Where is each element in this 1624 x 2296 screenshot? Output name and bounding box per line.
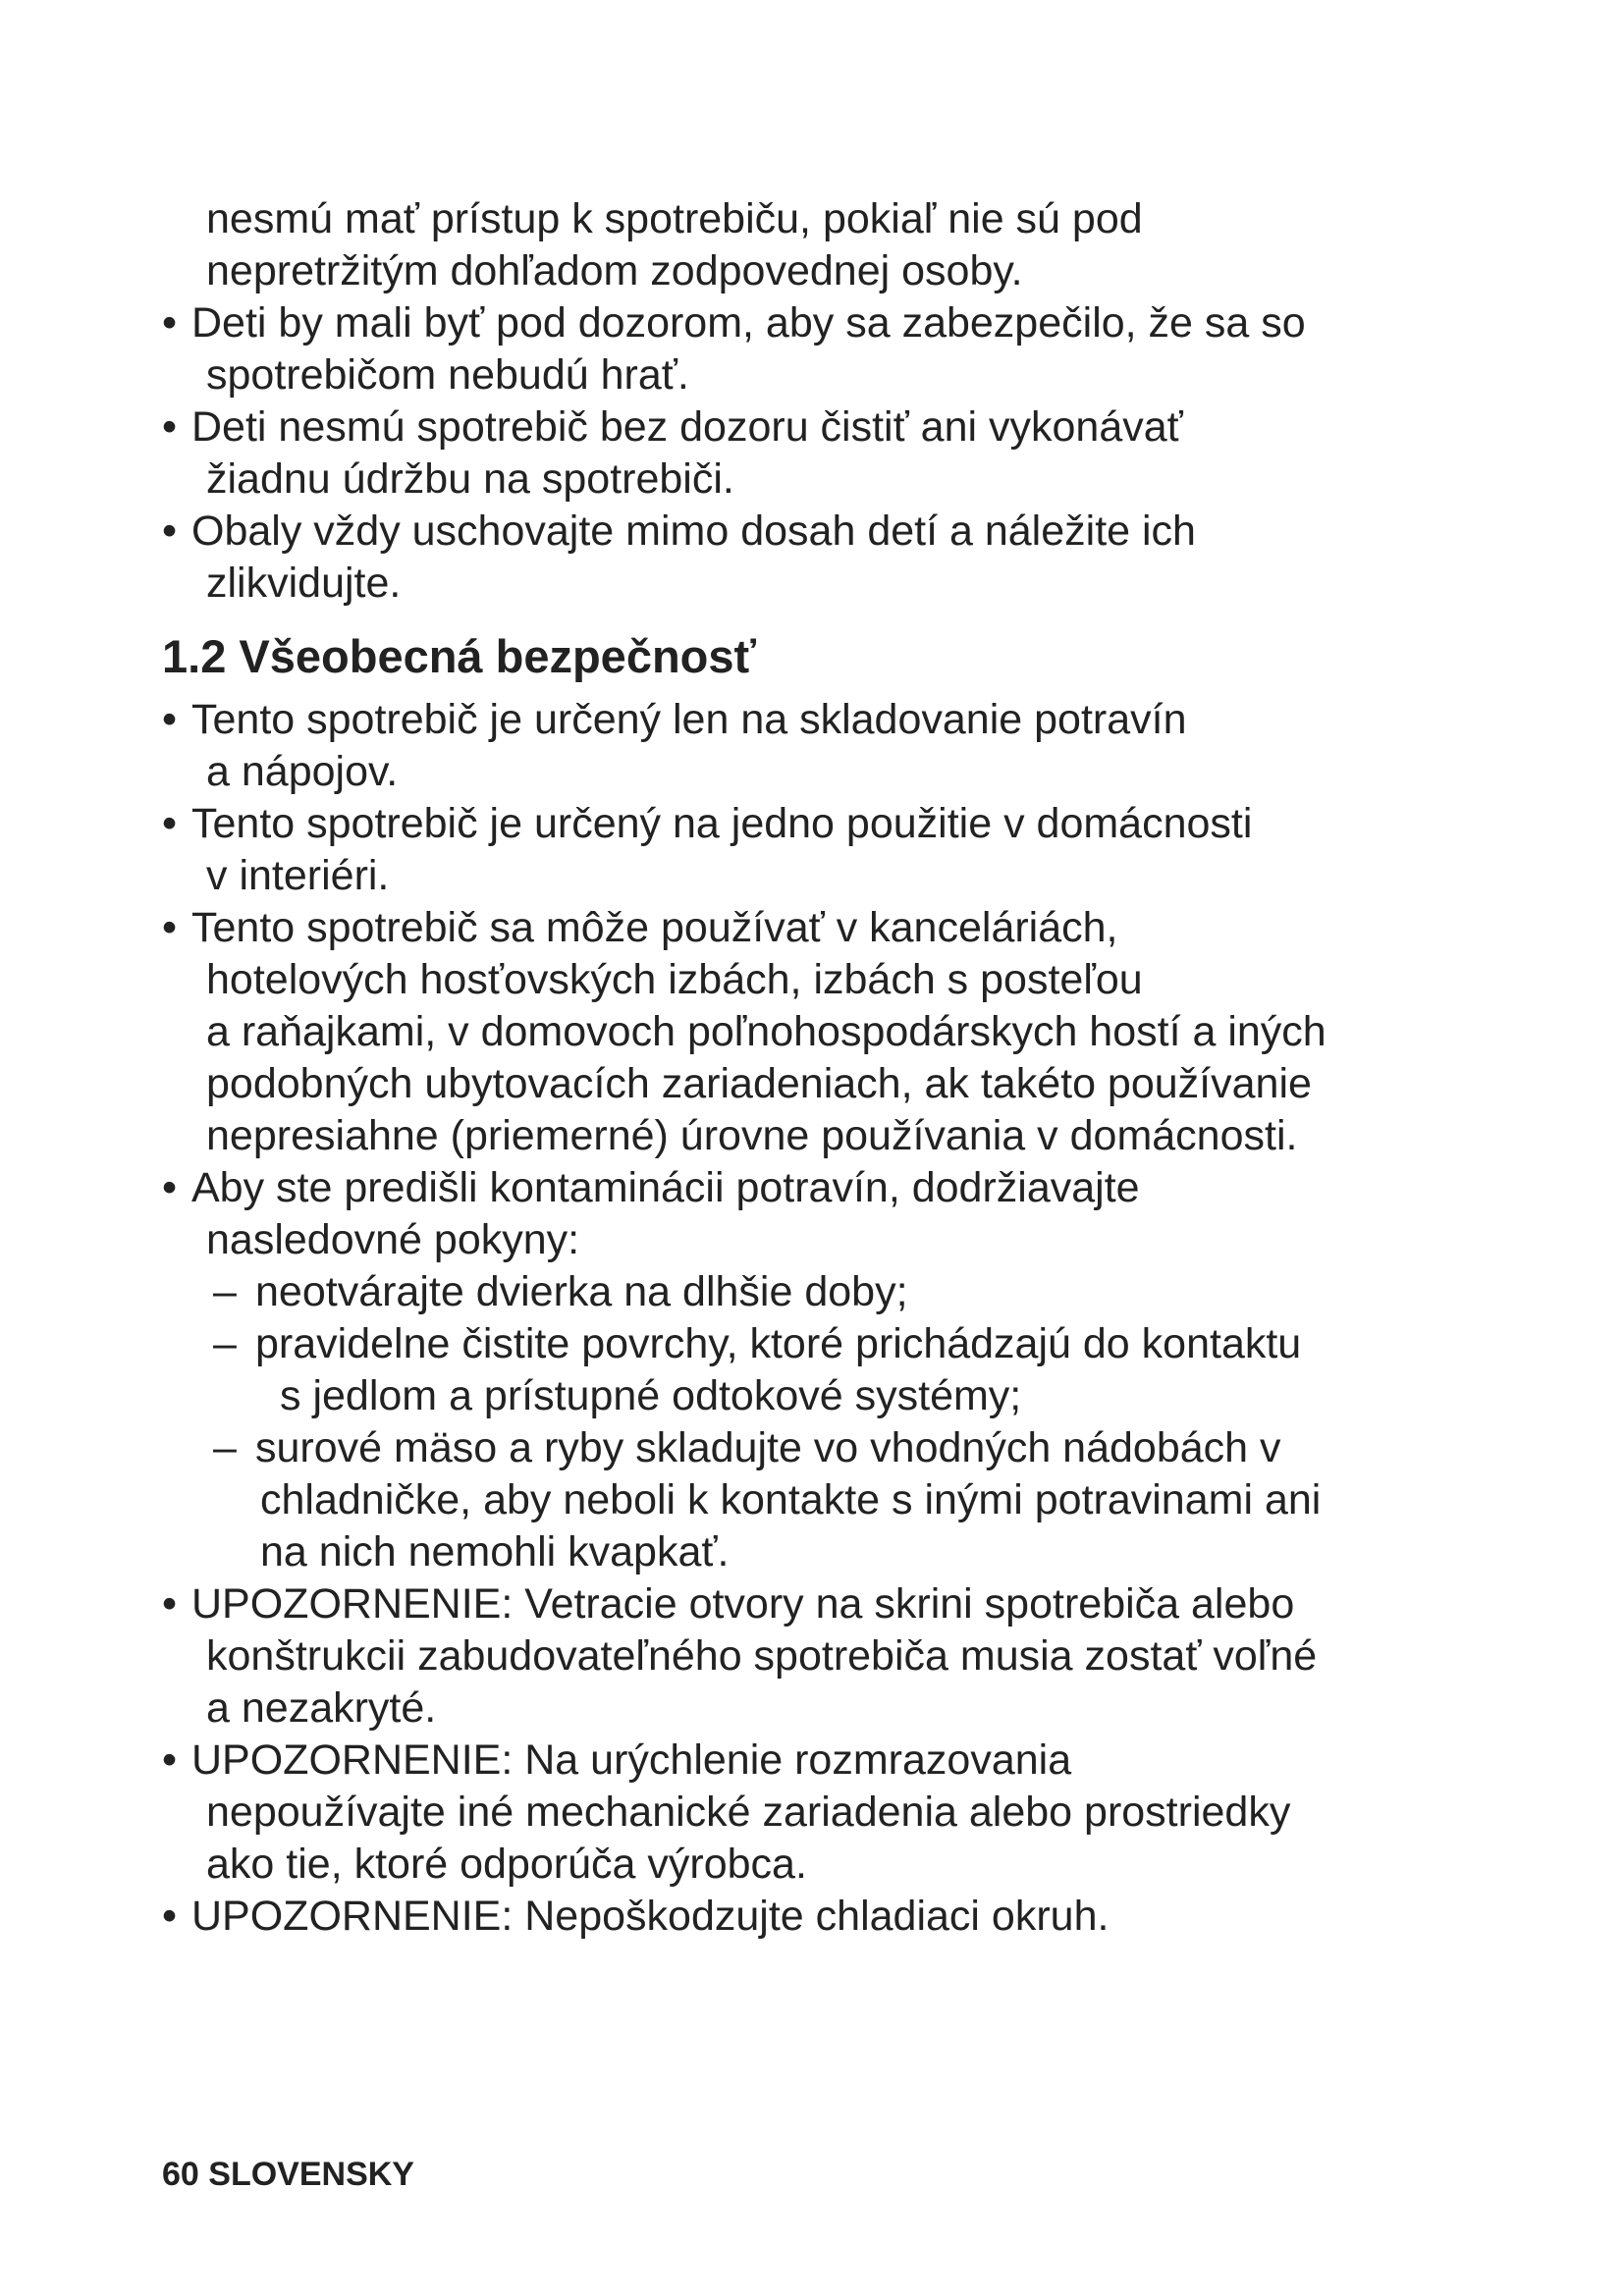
dash-icon: – <box>213 1320 237 1367</box>
list-item-text: a nápojov. <box>206 748 399 795</box>
bullet-icon: • <box>162 507 178 555</box>
sub-list-item-text: s jedlom a prístupné odtokové systémy; <box>280 1372 1022 1419</box>
bullet-icon: • <box>162 299 178 347</box>
list-item <box>162 1162 1478 1578</box>
bullet-icon: • <box>162 1164 178 1211</box>
sub-list-item-text: na nich nemohli kvapkať. <box>260 1528 730 1575</box>
bullet-icon: • <box>162 403 178 451</box>
list-item <box>162 694 1478 798</box>
list-item-text: zlikvidujte. <box>206 560 402 607</box>
list-item <box>162 798 1478 902</box>
section-title: 1.2 Všeobecná bezpečnosť <box>162 630 757 682</box>
bullet-icon: • <box>162 904 178 951</box>
warning-text: a nezakryté. <box>206 1684 437 1732</box>
list-item <box>162 902 1478 1162</box>
page-footer: 60 SLOVENSKY <box>162 2156 414 2193</box>
warning-item <box>162 1735 1478 1891</box>
sub-list <box>162 1266 1478 1578</box>
warning-text: ako tie, ktoré odporúča výrobca. <box>206 1841 807 1888</box>
list-item-text: v interiéri. <box>206 852 390 899</box>
list-item-text: nasledovné pokyny: <box>206 1216 580 1263</box>
bullet-icon: • <box>162 800 178 847</box>
sub-list-item-text: pravidelne čistite povrchy, ktoré prichádzajú do kontaktu <box>255 1320 1302 1367</box>
list-item-text: Tento spotrebič je určený na jedno použitie v domácnosti <box>191 800 1253 847</box>
list-item <box>162 506 1478 610</box>
warning-item <box>162 1891 1478 1943</box>
dash-icon: – <box>213 1424 237 1471</box>
list-item-text: spotrebičom nebudú hrať. <box>206 351 689 399</box>
sub-list-item <box>162 1422 1478 1578</box>
bullet-icon: • <box>162 1893 178 1940</box>
list-item-text: hotelových hosťovských izbách, izbách s posteľou <box>206 956 1143 1003</box>
sub-list-item-text: neotvárajte dvierka na dlhšie doby; <box>255 1268 908 1315</box>
intro-line: nepretržitým dohľadom zodpovednej osoby. <box>206 247 1023 294</box>
list-item <box>162 297 1478 401</box>
list-item-text: Obaly vždy uschovajte mimo dosah detí a náležite ich <box>191 507 1196 555</box>
sub-list-item <box>162 1318 1478 1422</box>
list-item-text: a raňajkami, v domovoch poľnohospodárskych hostí a iných <box>206 1008 1326 1055</box>
bullet-icon: • <box>162 1580 178 1628</box>
page-content <box>162 193 1478 1943</box>
sub-list-item-text: chladničke, aby neboli k kontakte s inými potravinami ani <box>260 1476 1322 1523</box>
warning-text: nepoužívajte iné mechanické zariadenia alebo prostriedky <box>206 1789 1291 1836</box>
warning-text: UPOZORNENIE: Na urýchlenie rozmrazovania <box>191 1736 1072 1784</box>
list-item-text: Tento spotrebič sa môže používať v kanceláriách, <box>191 904 1118 951</box>
intro-line: nesmú mať prístup k spotrebiču, pokiaľ nie sú pod <box>206 195 1143 242</box>
list-item <box>162 401 1478 506</box>
list-item-text: podobných ubytovacích zariadeniach, ak takéto používanie <box>206 1060 1312 1107</box>
bullet-icon: • <box>162 696 178 743</box>
list-item-text: Deti nesmú spotrebič bez dozoru čistiť ani vykonávať <box>191 403 1183 451</box>
warning-item <box>162 1578 1478 1735</box>
warning-text: UPOZORNENIE: Vetracie otvory na skrini spotrebiča alebo <box>191 1580 1295 1628</box>
list-item-text: Deti by mali byť pod dozorom, aby sa zabezpečilo, že sa so <box>191 299 1306 347</box>
list-item-text: nepresiahne (priemerné) úrovne používania v domácnosti. <box>206 1112 1298 1159</box>
list-item-text: Tento spotrebič je určený len na skladovanie potravín <box>191 696 1187 743</box>
dash-icon: – <box>213 1268 237 1315</box>
list-item-text: žiadnu údržbu na spotrebiči. <box>206 455 734 503</box>
warning-text: konštrukcii zabudovateľného spotrebiča musia zostať voľné <box>206 1632 1318 1680</box>
sub-list-item-text: surové mäso a ryby skladujte vo vhodných nádobách v <box>255 1424 1281 1471</box>
warning-text: UPOZORNENIE: Nepoškodzujte chladiaci okruh. <box>191 1893 1110 1940</box>
list-item-text: Aby ste predišli kontaminácii potravín, dodržiavajte <box>191 1164 1140 1211</box>
bullet-icon: • <box>162 1736 178 1784</box>
sub-list-item <box>162 1266 1478 1318</box>
